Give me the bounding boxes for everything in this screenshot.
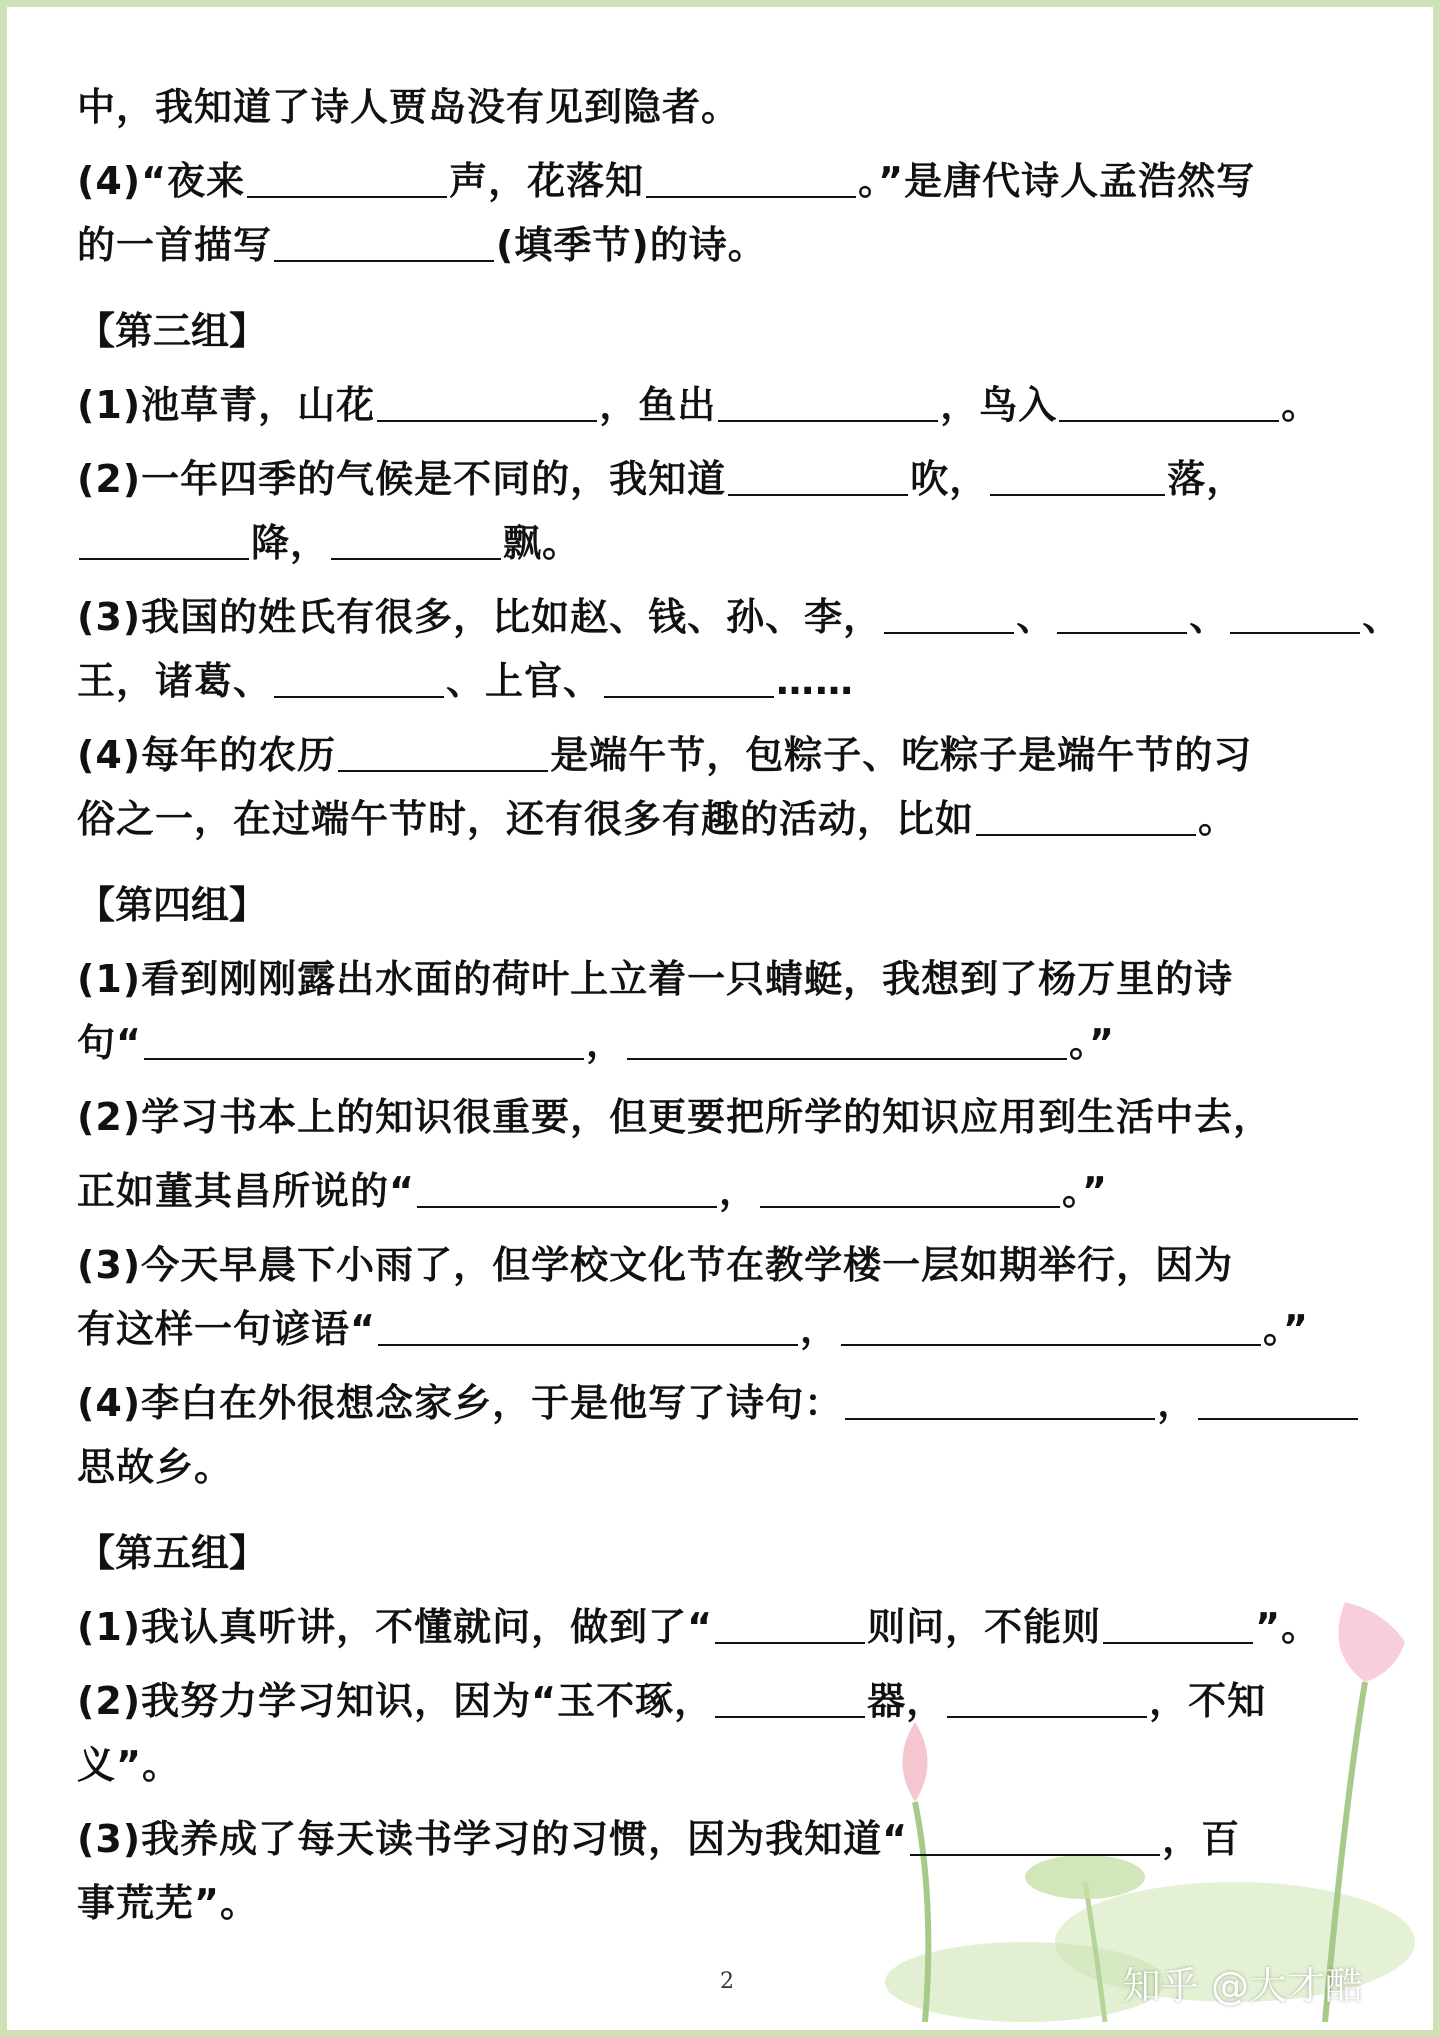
question-line: 事荒芜”。: [77, 1881, 259, 1925]
answer-blank[interactable]: [1198, 1388, 1358, 1420]
question-line: 句“ ， 。”: [77, 1021, 1115, 1065]
answer-blank[interactable]: [646, 166, 856, 198]
question-line: (2)一年四季的气候是不同的，我知道 吹， 落，: [77, 457, 1246, 501]
question-line: (2)学习书本上的知识很重要，但更要把所学的知识应用到生活中去，: [77, 1095, 1273, 1139]
group-heading-5: 【第五组】: [77, 1531, 268, 1575]
page-number: 2: [720, 1969, 734, 1994]
question-line: 的一首描写 (填季节)的诗。: [77, 223, 767, 267]
answer-blank[interactable]: [144, 1028, 584, 1060]
answer-blank[interactable]: [845, 1388, 1155, 1420]
question-line: 俗之一，在过端午节时，还有很多有趣的活动，比如 。: [77, 797, 1238, 841]
text-line: 中，我知道了诗人贾岛没有见到隐者。: [77, 85, 741, 129]
answer-blank[interactable]: [718, 390, 938, 422]
question-line: 降， 飘。: [77, 511, 1382, 575]
answer-blank[interactable]: [841, 1314, 1261, 1346]
question-line: (3)我国的姓氏有很多，比如赵、钱、孙、李， 、 、 、: [77, 595, 1402, 639]
answer-blank[interactable]: [728, 464, 908, 496]
question-line: (1)池草青，山花 ，鱼出 ，鸟入 。: [77, 383, 1321, 427]
answer-blank[interactable]: [715, 1612, 865, 1644]
answer-blank[interactable]: [1230, 602, 1360, 634]
answer-blank[interactable]: [884, 602, 1014, 634]
question-line: (3)今天早晨下小雨了，但学校文化节在教学楼一层如期举行，因为: [77, 1243, 1234, 1287]
question-line: (1)我认真听讲，不懂就问，做到了“ 则问，不能则 ”。: [77, 1605, 1321, 1649]
answer-blank[interactable]: [338, 740, 548, 772]
answer-blank[interactable]: [760, 1176, 1060, 1208]
answer-blank[interactable]: [910, 1824, 1160, 1856]
answer-blank[interactable]: [627, 1028, 1067, 1060]
question-line: 义”。: [77, 1743, 181, 1787]
answer-blank[interactable]: [377, 390, 597, 422]
question-line: (4)每年的农历 是端午节，包粽子、吃粽子是端午节的习: [77, 733, 1253, 777]
group-heading-4: 【第四组】: [77, 883, 268, 927]
group-heading-3: 【第三组】: [77, 309, 268, 353]
answer-blank[interactable]: [378, 1314, 798, 1346]
answer-blank[interactable]: [715, 1686, 865, 1718]
answer-blank[interactable]: [1103, 1612, 1253, 1644]
question-line: 思故乡。: [77, 1445, 234, 1489]
answer-blank[interactable]: [417, 1176, 717, 1208]
answer-blank[interactable]: [79, 528, 249, 560]
answer-blank[interactable]: [274, 230, 494, 262]
question-line: (1)看到刚刚露出水面的荷叶上立着一只蜻蜓，我想到了杨万里的诗: [77, 957, 1234, 1001]
question-line: (4)李白在外很想念家乡，于是他写了诗句： ，: [77, 1371, 1382, 1435]
answer-blank[interactable]: [331, 528, 501, 560]
answer-blank[interactable]: [247, 166, 447, 198]
answer-blank[interactable]: [976, 804, 1196, 836]
answer-blank[interactable]: [947, 1686, 1147, 1718]
answer-blank[interactable]: [1059, 390, 1279, 422]
question-line: (3)我养成了每天读书学习的习惯，因为我知道“ ，百: [77, 1817, 1241, 1861]
answer-blank[interactable]: [1057, 602, 1187, 634]
question-line: 有这样一句谚语“ ， 。”: [77, 1307, 1309, 1351]
question-line: (2)我努力学习知识，因为“玉不琢， 器， ，不知: [77, 1679, 1267, 1723]
answer-blank[interactable]: [990, 464, 1165, 496]
watermark: 知乎 @大才酷: [1122, 1964, 1363, 2008]
question-line: 王，诸葛、 、上官、 ……: [77, 659, 855, 703]
question-line: (4)“夜来 声，花落知 。”是唐代诗人孟浩然写: [77, 159, 1256, 203]
question-line: 正如董其昌所说的“ ， 。”: [77, 1169, 1108, 1213]
answer-blank[interactable]: [274, 666, 444, 698]
answer-blank[interactable]: [604, 666, 774, 698]
